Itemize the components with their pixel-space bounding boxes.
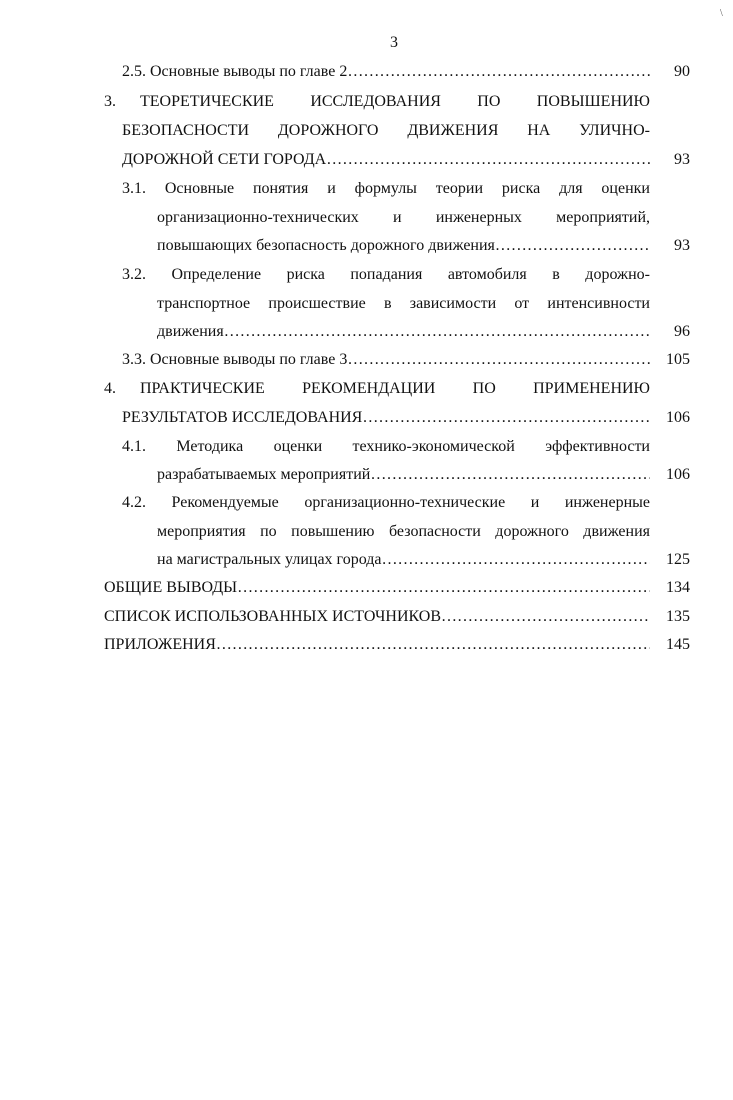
toc-page-number: 96 xyxy=(674,323,690,340)
toc-page-number: 106 xyxy=(666,409,690,426)
toc-leader-dots xyxy=(441,603,650,631)
toc-leader-dots xyxy=(224,318,650,346)
toc-page-number: 93 xyxy=(674,237,690,254)
toc-entry-appendix[interactable] xyxy=(104,631,650,659)
toc-entry-3-line3[interactable] xyxy=(122,146,650,174)
toc-leader-dots xyxy=(347,58,650,86)
toc-entry-3-1-line2[interactable]: организационно-технических и инженерных мероприятий, xyxy=(157,209,650,226)
toc-leader-dots xyxy=(381,546,650,574)
toc-entry-3-2-line2[interactable]: транспортное происшествие в зависимости от интенсивности xyxy=(157,295,650,312)
toc-page-number: 134 xyxy=(666,579,690,596)
toc-entry-4-2-line2[interactable]: мероприятия по повышению безопасности дорожного движения xyxy=(157,523,650,540)
toc-entry-text: ОБЩИЕ ВЫВОДЫ xyxy=(104,579,238,596)
toc-page-number: 135 xyxy=(666,608,690,625)
toc-entry-4-1-line1[interactable]: 4.1. Методика оценки технико-экономической эффективности xyxy=(122,438,650,455)
toc-page-number: 90 xyxy=(674,63,690,80)
toc-leader-dots xyxy=(237,574,650,602)
toc-leader-dots xyxy=(362,404,650,432)
toc-entry-4-line2[interactable] xyxy=(122,404,650,432)
toc-page-number: 105 xyxy=(666,351,690,368)
toc-leader-dots xyxy=(216,631,650,659)
toc-entry-text: СПИСОК ИСПОЛЬЗОВАННЫХ ИСТОЧНИКОВ xyxy=(104,608,442,625)
toc-leader-dots xyxy=(326,146,650,174)
toc-entry-text: ДОРОЖНОЙ СЕТИ ГОРОДА xyxy=(122,151,327,168)
toc-entry-text: повышающих безопасность дорожного движения xyxy=(157,237,495,254)
toc-entry-3-1-line1[interactable]: 3.1. Основные понятия и формулы теории риска для оценки xyxy=(122,180,650,197)
toc-entry-sources[interactable] xyxy=(104,603,650,631)
toc-entry-3-line2[interactable]: БЕЗОПАСНОСТИ ДОРОЖНОГО ДВИЖЕНИЯ НА УЛИЧНО- xyxy=(122,122,650,139)
toc-section-number: 4. xyxy=(104,380,116,397)
toc-leader-dots xyxy=(370,461,650,489)
toc-entry-text: ПРИЛОЖЕНИЯ xyxy=(104,636,216,653)
toc-entry-4-1-line2[interactable] xyxy=(157,461,650,489)
toc-entry-3-2-line1[interactable]: 3.2. Определение риска попадания автомобиля в дорожно- xyxy=(122,266,650,283)
toc-entry-4-line1[interactable]: ПРАКТИЧЕСКИЕ РЕКОМЕНДАЦИИ ПО ПРИМЕНЕНИЮ xyxy=(140,380,650,397)
toc-entry-2-5[interactable] xyxy=(122,58,650,86)
toc-entry-text: на магистральных улицах города xyxy=(157,551,382,568)
toc-entry-3-2-line3[interactable] xyxy=(157,318,650,346)
toc-page-number: 145 xyxy=(666,636,690,653)
toc-entry-3-line1[interactable]: ТЕОРЕТИЧЕСКИЕ ИССЛЕДОВАНИЯ ПО ПОВЫШЕНИЮ xyxy=(140,93,650,110)
toc-entry-text: движения xyxy=(157,323,224,340)
toc-entry-4-2-line1[interactable]: 4.2. Рекомендуемые организационно-технические и инженерные xyxy=(122,494,650,511)
toc-section-number: 3. xyxy=(104,93,116,110)
toc-leader-dots xyxy=(495,232,650,260)
toc-entry-text: 2.5. Основные выводы по главе 2 xyxy=(122,63,348,80)
toc-entry-4-2-line3[interactable] xyxy=(157,546,650,574)
toc-entry-3-3[interactable] xyxy=(122,346,650,374)
toc-entry-text: разрабатываемых мероприятий xyxy=(157,466,371,483)
toc-page-number: 93 xyxy=(674,151,690,168)
toc-entry-text: РЕЗУЛЬТАТОВ ИССЛЕДОВАНИЯ xyxy=(122,409,363,426)
toc-entry-text: 3.3. Основные выводы по главе 3 xyxy=(122,351,348,368)
toc-page-number: 125 xyxy=(666,551,690,568)
corner-mark: \ xyxy=(720,8,723,19)
page-number: 3 xyxy=(390,34,398,51)
toc-leader-dots xyxy=(347,346,650,374)
toc-page-number: 106 xyxy=(666,466,690,483)
toc-entry-general-conclusions[interactable] xyxy=(104,574,650,602)
toc-entry-3-1-line3[interactable] xyxy=(157,232,650,260)
